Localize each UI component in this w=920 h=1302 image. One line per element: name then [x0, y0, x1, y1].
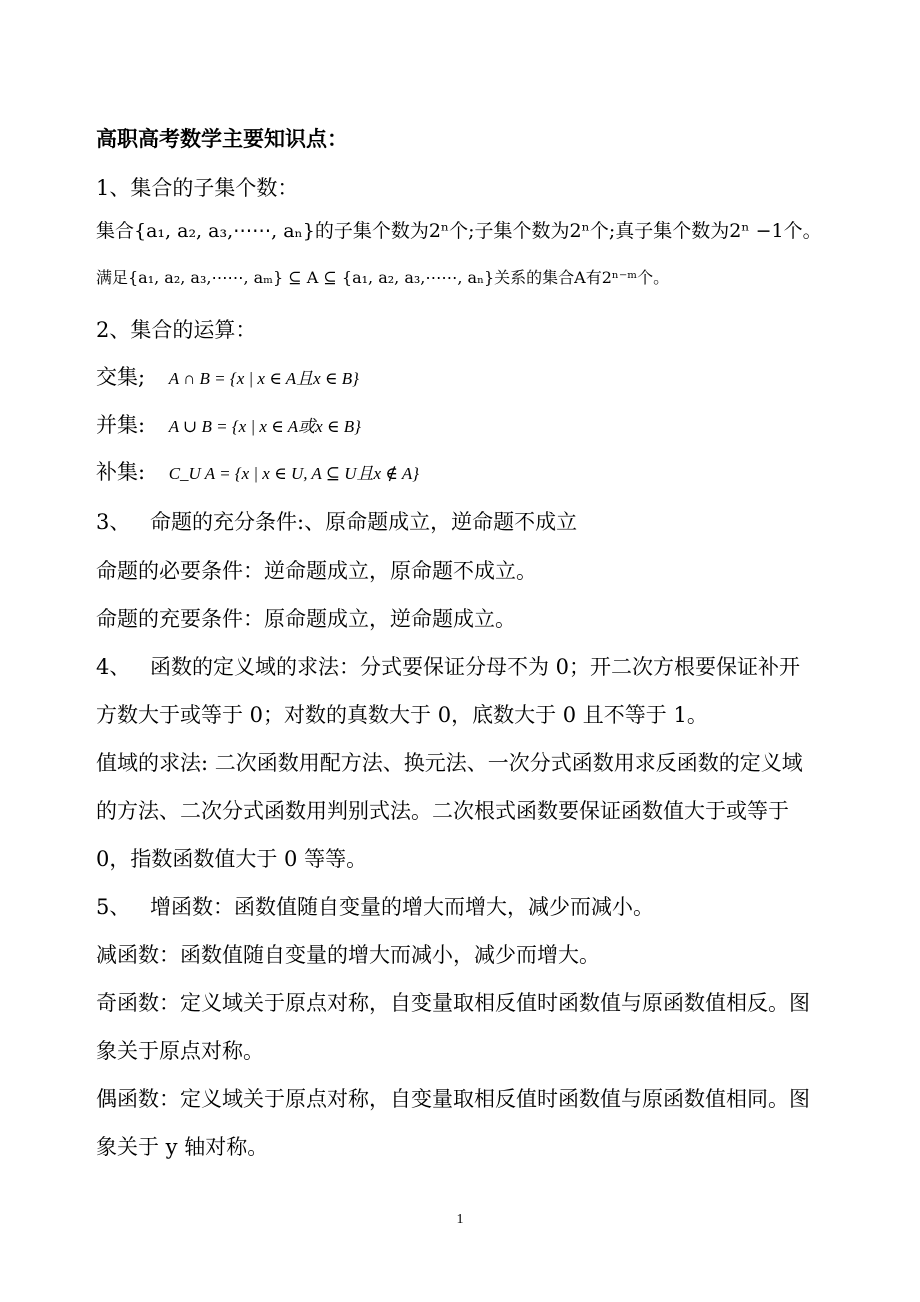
section-5-text: 增函数：函数值随自变量的增大而增大，减少而减小。	[150, 895, 654, 919]
range-methods-line-2: 的方法、二次分式函数用判别式法。二次根式函数要保证函数值大于或等于	[96, 799, 789, 823]
section-5-number: 5、	[96, 895, 131, 919]
union-formula: A ∪ B = {x | x ∈ A或x ∈ B}	[168, 417, 361, 436]
section-5-heading	[96, 897, 654, 918]
odd-function-line-2: 象关于原点对称。	[96, 1039, 264, 1063]
section-4-number: 4、	[96, 655, 131, 679]
union-label: 并集:	[96, 413, 146, 437]
intersection-label: 交集;	[96, 365, 146, 389]
section-1-heading: 1、集合的子集个数：	[96, 176, 299, 200]
domain-rules-line-2: 方数大于或等于 0；对数的真数大于 0，底数大于 0 且不等于 1。	[96, 703, 708, 727]
odd-function-line-1: 奇函数：定义域关于原点对称，自变量取相反值时函数值与原函数值相反。图	[96, 991, 810, 1015]
section-3-number: 3、	[96, 510, 131, 534]
complement-row	[96, 462, 419, 483]
section-2-heading: 2、集合的运算：	[96, 318, 257, 342]
intersection-row	[96, 367, 359, 388]
section-3-text: 命题的充分条件:、原命题成立，逆命题不成立	[150, 510, 578, 534]
sufficient-necessary-condition: 命题的充要条件：原命题成立，逆命题成立。	[96, 607, 516, 631]
intersection-formula: A ∩ B = {x | x ∈ A且x ∈ B}	[168, 369, 359, 388]
section-4-heading	[96, 657, 800, 678]
complement-label: 补集:	[96, 460, 146, 484]
range-methods-line-1: 值域的求法: 二次函数用配方法、换元法、一次分式函数用求反函数的定义域	[96, 751, 803, 775]
necessary-condition: 命题的必要条件：逆命题成立，原命题不成立。	[96, 559, 537, 583]
set-count-relation-formula: 满足{a₁, a₂, a₃,⋯⋯, aₘ} ⊆ A ⊆ {a₁, a₂, a₃,⋯⋯, aₙ}关系的集合A有2ⁿ⁻ᵐ个。	[96, 268, 670, 287]
union-row	[96, 415, 361, 436]
document-title: 高职高考数学主要知识点：	[96, 126, 348, 151]
subset-count-formula: 集合{a₁, a₂, a₃,⋯⋯, aₙ}的子集个数为2ⁿ个;子集个数为2ⁿ个;真子集个数为2ⁿ −1个。	[96, 220, 822, 242]
section-3-heading	[96, 512, 577, 533]
complement-formula: C_U A = {x | x ∈ U, A ⊆ U且x ∉ A}	[168, 464, 420, 483]
even-function-line-2: 象关于 y 轴对称。	[96, 1135, 269, 1159]
decreasing-function: 减函数：函数值随自变量的增大而减小，减少而增大。	[96, 943, 600, 967]
section-4-text: 函数的定义域的求法：分式要保证分母不为 0；开二次方根要保证补开	[150, 655, 801, 679]
page-number: 1	[456, 1212, 464, 1227]
even-function-line-1: 偶函数：定义域关于原点对称，自变量取相反值时函数值与原函数值相同。图	[96, 1087, 810, 1111]
range-methods-line-3: 0，指数函数值大于 0 等等。	[96, 847, 368, 871]
